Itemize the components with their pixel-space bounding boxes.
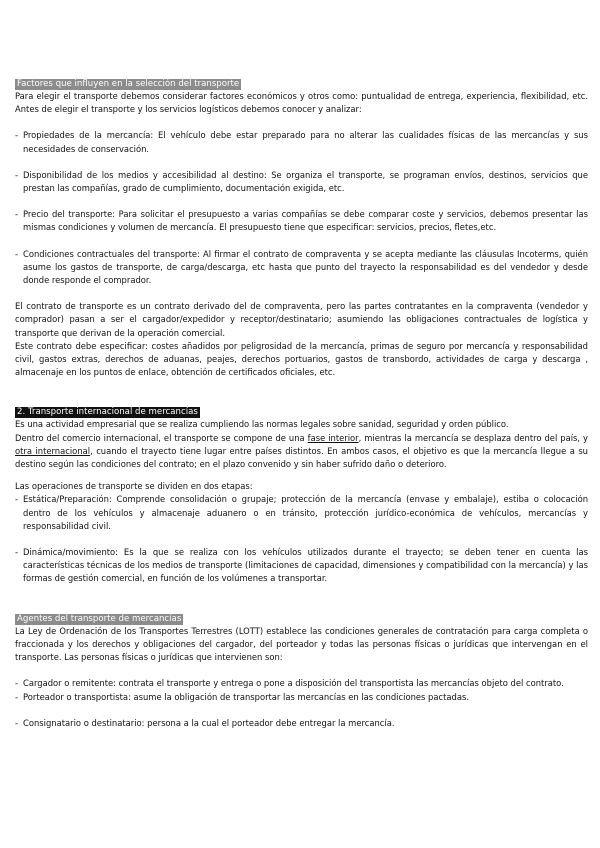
- activity-paragraph: Es una actividad empresarial que se realiza cumpliendo las normas legales sobre sanidad, seguridad y orden público.: [15, 419, 509, 430]
- list-item: [15, 169, 588, 195]
- list-item-text: Consignatario o destinatario: persona a la cual el porteador debe entregar la mercancía.: [23, 717, 395, 728]
- list-item-text: Disponibilidad de los medios y accesibilidad al destino: Se organiza el transporte, se programan envíos, destinos, servicios que prestan las compañías, grado de cumplimiento, documentación exigida, etc.: [23, 169, 588, 194]
- list-item-text: Condiciones contractuales del transporte: Al firmar el contrato de compraventa y se acepta mediante las cláusulas Incoterms, quién asume los gastos de transporte, de carga/descarga, etc hasta que punto del trayecto la responsabilidad es del vendedor y desde donde responde el comprador.: [23, 248, 588, 286]
- heading-highlight: Factores que influyen en la selección del transporte: [17, 79, 240, 89]
- bullet-dash: -: [15, 130, 19, 141]
- list-item-text: Dinámica/movimiento: Es la que se realiza con los vehículos utilizados durante el trayecto; se deben tener en cuenta las características técnicas de los medios de transporte (limitaciones de capacidad, dimensiones y compatibilidad con la mercancía) y las formas de gestión comercial, en función de los volúmenes a transportar.: [23, 547, 588, 584]
- text-run: Dentro del comercio internacional, el transporte se compone de una: [15, 432, 308, 443]
- list-item: [15, 208, 588, 234]
- list-item-text: Cargador o remitente: contrata el transporte y entrega o pone a disposición del transportista las mercancías objeto del contrato.: [23, 678, 564, 689]
- text-run: , mientras la mercancía se desplaza dentro del país, y: [358, 432, 588, 443]
- list-item-text: Porteador o transportista: asume la obligación de transportar las mercancías en las condiciones pactadas.: [23, 691, 469, 702]
- intro-paragraph: Para elegir el transporte debemos considerar factores económicos y otros como: puntualidad de entrega, experiencia, flexibilidad, etc. Antes de elegir el transporte y los servicios logísticos debemos conocer y analizar:: [15, 91, 588, 115]
- list-item: [15, 717, 588, 730]
- bullet-dash: -: [15, 169, 19, 180]
- list-item: [15, 129, 588, 155]
- bullet-dash: -: [15, 717, 19, 728]
- list-item: [15, 493, 588, 533]
- list-item: [15, 677, 588, 690]
- bullet-dash: -: [15, 678, 19, 689]
- list-item-text: Estática/Preparación: Comprende consolidación o grupaje; protección de la mercancía (envase y embalaje), estiba o colocación dentro de los vehículos y almacenaje aduanero o en tránsito, protección jurídico-económica de vehículos, mercancías y responsabilidad civil.: [23, 494, 588, 531]
- lott-paragraph: La Ley de Ordenación de los Transportes Terrestres (LOTT) establece las condiciones generales de contratación para carga completa o fraccionada y los derechos y obligaciones del cargador, del porteador y todas las personas físicas o jurídicas que intervengan en el transporte. Las personas físicas o jurídicas que intervienen son:: [15, 625, 588, 663]
- bullet-dash: -: [15, 494, 19, 505]
- phases-paragraph: [15, 432, 588, 472]
- underlined-term: otra internacional: [15, 445, 91, 456]
- section-heading-agentes: [15, 606, 588, 625]
- contract-paragraph: El contrato de transporte es un contrato derivado del de compraventa, pero las partes contratantes en la compraventa (vendedor y comprador) pasan a ser el cargador/expedidor y receptor/destinatario; asumiendo las obligaciones contractuales de logística y transporte que derivan de la operación comercial.: [15, 301, 588, 338]
- list-item: [15, 691, 588, 704]
- section-heading-factores: [15, 71, 588, 90]
- bullet-dash: -: [15, 547, 19, 558]
- stages-intro: Las operaciones de transporte se dividen en dos etapas:: [15, 481, 253, 492]
- list-item-text: Propiedades de la mercancía: El vehículo debe estar preparado para no alterar las cualidades físicas de las mercancías y sus necesidades de conservación.: [23, 130, 588, 154]
- underlined-term: fase interior: [307, 432, 359, 443]
- document-page: [15, 71, 588, 730]
- list-item-text: Precio del transporte: Para solicitar el presupuesto a varias compañías se debe comparar coste y servicios, debemos presentar las mismas condiciones y volumen de mercancía. El presupuesto tiene que especificar: servicios, precios, fletes,etc.: [23, 209, 588, 233]
- bullet-dash: -: [15, 691, 19, 702]
- section-heading-transporte-internacional: [15, 399, 588, 418]
- list-item: [15, 248, 588, 288]
- contract-details-paragraph: Este contrato debe especificar: costes añadidos por peligrosidad de la mercancía, primas de seguro por mercancía y responsabilidad civil, gastos extras, derechos de aduanas, peajes, derechos portuarios, gastos de transbordo, actividades de carga y descarga , almacenaje en los puntos de enlace, obtención de certificados oficiales, etc.: [15, 340, 588, 378]
- bullet-dash: -: [15, 248, 19, 259]
- text-run: , cuando el trayecto tiene lugar entre países distintos. En ambos casos, el objetivo es que la mercancía llegue a su destino según las condiciones del contrato; en el plazo convenido y sin haber sufrido daño o deterioro.: [15, 445, 588, 470]
- list-item: [15, 546, 588, 586]
- heading-highlight: Agentes del transporte de mercancías: [17, 613, 182, 624]
- heading-highlight: 2. Transporte internacional de mercancías: [17, 407, 198, 418]
- bullet-dash: -: [15, 209, 19, 220]
